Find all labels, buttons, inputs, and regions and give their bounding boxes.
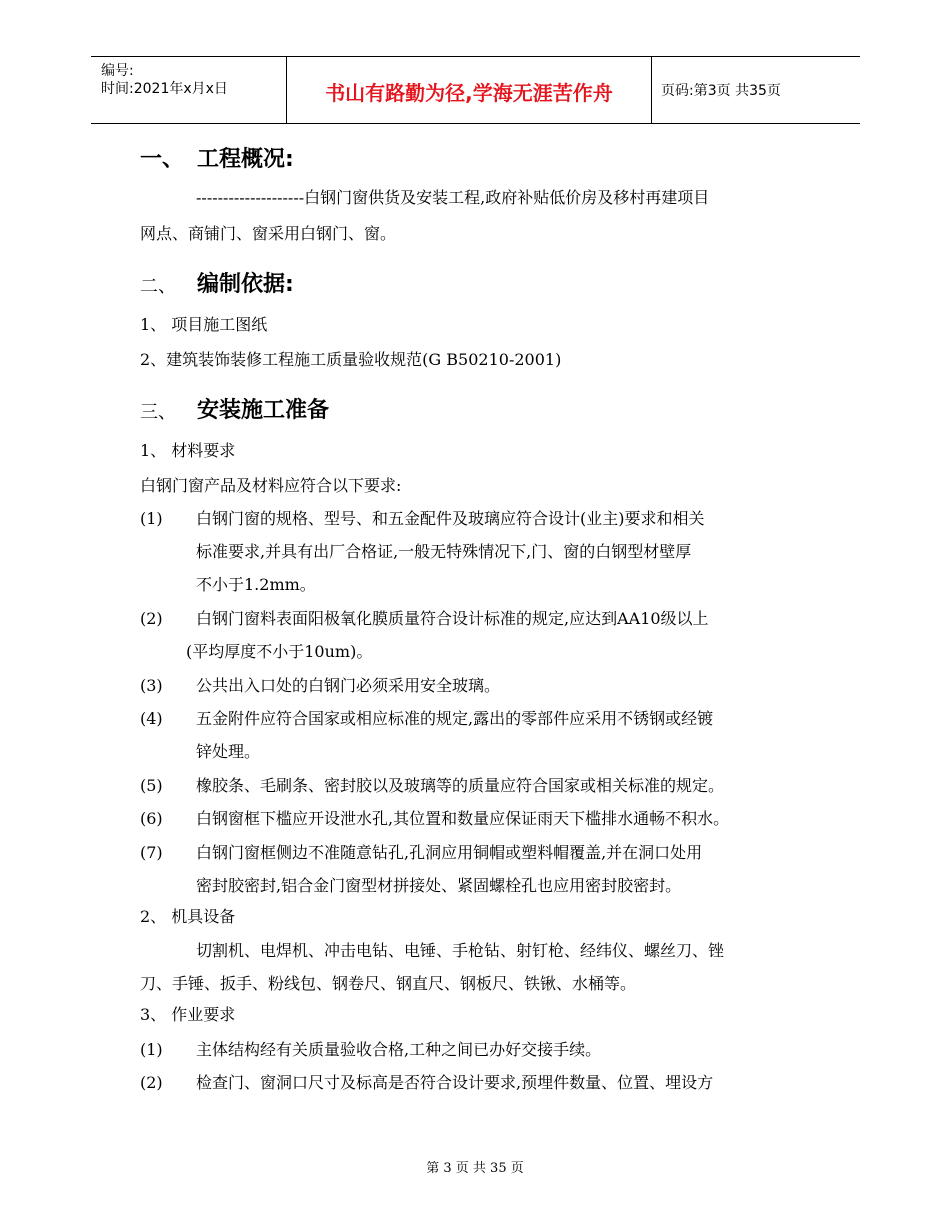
section1-paragraph-line: --------------------白钢门窗供货及安装工程,政府补贴低价房及移村再建项目 (196, 188, 710, 207)
section2-title: 编制依据: (197, 272, 294, 297)
section3-number: 三、 (140, 402, 176, 423)
header-page-info: 页码:第3页 共35页 (661, 83, 781, 99)
requirement-text: (平均厚度不小于10um)。 (186, 642, 373, 661)
requirement-text: 密封胶密封,铝合金门窗型材拼接处、紧固螺栓孔也应用密封胶密封。 (196, 876, 682, 895)
requirement-number: (2) (140, 609, 163, 628)
requirement-number: (5) (140, 776, 163, 795)
requirement-number: (4) (140, 709, 163, 728)
requirement-number: (7) (140, 843, 163, 862)
list-item: 1、 项目施工图纸 (140, 315, 268, 334)
page-header (91, 56, 860, 124)
page-footer: 第 3 页 共 35 页 (426, 1161, 524, 1176)
requirement-text: 白钢门窗框侧边不准随意钻孔,孔洞应用铜帽或塑料帽覆盖,并在洞口处用 (196, 843, 703, 862)
section1-title: 工程概况: (197, 147, 294, 172)
document-code: 编号: (101, 63, 134, 79)
requirement-text: 不小于1.2mm。 (196, 575, 316, 594)
requirement-text: 主体结构经有关质量验收合格,工种之间已办好交接手续。 (196, 1040, 602, 1059)
requirement-text: 公共出入口处的白钢门必须采用安全玻璃。 (196, 676, 501, 695)
header-meta-cell (91, 57, 286, 123)
requirement-text: 锌处理。 (196, 742, 261, 761)
header-motto-cell (286, 57, 652, 123)
subsection-intro: 白钢门窗产品及材料应符合以下要求: (140, 476, 402, 495)
subsection-title: 1、 材料要求 (140, 441, 236, 460)
subsection-title: 2、 机具设备 (140, 907, 236, 926)
requirement-number: (1) (140, 1040, 163, 1059)
requirement-text: 橡胶条、毛刷条、密封胶以及玻璃等的质量应符合国家或相关标准的规定。 (196, 776, 725, 795)
list-item: 2、建筑装饰装修工程施工质量验收规范(G B50210-2001) (140, 350, 562, 369)
requirement-number: (2) (140, 1073, 163, 1092)
subsection-title: 3、 作业要求 (140, 1005, 236, 1024)
header-page-cell (651, 57, 860, 123)
section1-paragraph-line: 网点、商铺门、窗采用白钢门、窗。 (140, 224, 397, 243)
equipment-line: 刀、手锤、扳手、粉线包、钢卷尺、钢直尺、钢板尺、铁锹、水桶等。 (140, 974, 637, 993)
requirement-text: 标准要求,并具有出厂合格证,一般无特殊情况下,门、窗的白钢型材壁厚 (196, 542, 692, 561)
requirement-text: 白钢门窗料表面阳极氧化膜质量符合设计标准的规定,应达到AA10级以上 (196, 609, 709, 628)
equipment-line: 切割机、电焊机、冲击电钻、电锤、手枪钻、射钉枪、经纬仪、螺丝刀、锉 (196, 941, 725, 960)
requirement-text: 五金附件应符合国家或相应标准的规定,露出的零部件应采用不锈钢或经镀 (196, 709, 714, 728)
section2-number: 二、 (140, 276, 176, 297)
requirement-text: 检查门、窗洞口尺寸及标高是否符合设计要求,预埋件数量、位置、埋设方 (196, 1073, 714, 1092)
header-motto: 书山有路勤为径,学海无涯苦作舟 (325, 81, 613, 105)
requirement-number: (3) (140, 676, 163, 695)
section3-title: 安装施工准备 (197, 398, 330, 423)
requirement-number: (6) (140, 809, 163, 828)
requirement-number: (1) (140, 509, 163, 528)
requirement-text: 白钢窗框下槛应开设泄水孔,其位置和数量应保证雨天下槛排水通畅不积水。 (196, 809, 730, 828)
requirement-text: 白钢门窗的规格、型号、和五金配件及玻璃应符合设计(业主)要求和相关 (196, 509, 705, 528)
section1-number: 一、 (140, 147, 185, 172)
document-time: 时间:2021年x月x日 (101, 81, 228, 97)
